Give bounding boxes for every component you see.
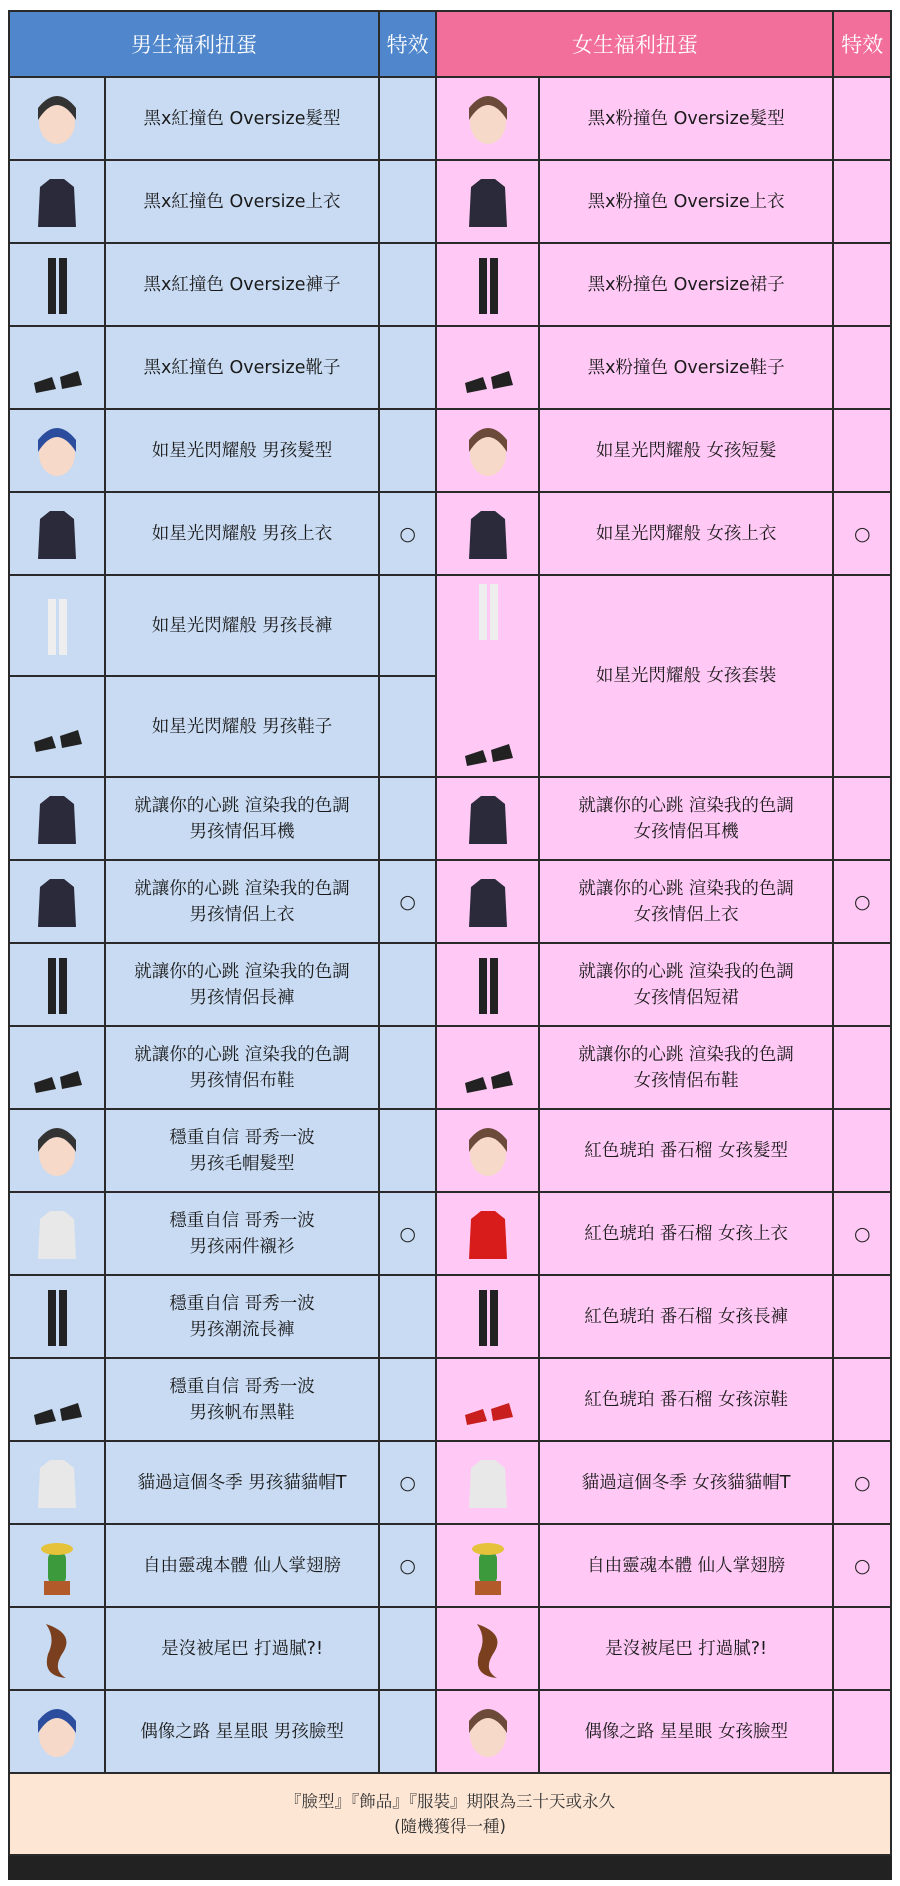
- male-effect-cell: [379, 575, 436, 676]
- black-long-hair-icon: [457, 1116, 519, 1186]
- male-item-image: [9, 1690, 105, 1773]
- male-item-image: [9, 1358, 105, 1441]
- male-item-image: [9, 777, 105, 860]
- male-item-name: [105, 1690, 379, 1773]
- female-item-line-1: 如星光閃耀般 女孩上衣: [595, 523, 777, 544]
- table-row: [9, 575, 891, 676]
- male-effect-cell: [379, 326, 436, 409]
- female-item-line-1: 就讓你的心跳 渲染我的色調: [578, 1044, 794, 1065]
- table-row: [9, 860, 891, 943]
- female-item-line-1: 黑x粉撞色 Oversize鞋子: [587, 357, 785, 378]
- female-item-image: [436, 777, 538, 860]
- table-row: [9, 326, 891, 409]
- female-item-name: [539, 243, 834, 326]
- female-effect-cell: [833, 777, 891, 860]
- table-row: [9, 777, 891, 860]
- female-item-name: [539, 492, 834, 575]
- table-row: [9, 1524, 891, 1607]
- female-effect-cell: [833, 1607, 891, 1690]
- female-item-image: [436, 160, 538, 243]
- male-item-image: [9, 1192, 105, 1275]
- male-effect-cell: [379, 1358, 436, 1441]
- white-skirt-icon: [457, 576, 519, 646]
- male-effect-cell: [379, 1607, 436, 1690]
- male-item-line-2: 男孩潮流長褲: [189, 1319, 295, 1340]
- female-item-image: [436, 77, 538, 160]
- female-item-line-2: 女孩情侶布鞋: [633, 1070, 739, 1091]
- female-item-name: [539, 409, 834, 492]
- male-item-name: [105, 1109, 379, 1192]
- short-skirt-icon: [457, 950, 519, 1020]
- male-item-line-1: 穩重自信 哥秀一波: [169, 1127, 315, 1148]
- male-item-line-1: 黑x紅撞色 Oversize髮型: [143, 108, 341, 129]
- female-effect-cell: ○: [833, 1192, 891, 1275]
- table-row: [9, 409, 891, 492]
- female-item-line-1: 紅色琥珀 番石榴 女孩上衣: [584, 1223, 788, 1244]
- male-effect-cell: ○: [379, 492, 436, 575]
- female-item-name: [539, 77, 834, 160]
- male-item-name: [105, 1275, 379, 1358]
- female-effect-cell: [833, 575, 891, 777]
- male-item-name: [105, 77, 379, 160]
- short-hair-icon: [457, 416, 519, 486]
- male-item-image: [9, 575, 105, 676]
- male-item-line-2: 男孩情侶上衣: [189, 904, 295, 925]
- male-item-line-1: 如星光閃耀般 男孩上衣: [151, 523, 333, 544]
- boots-icon: [457, 706, 519, 776]
- male-item-name: [105, 676, 379, 777]
- male-item-line-1: 黑x紅撞色 Oversize靴子: [143, 357, 341, 378]
- blue-hair-icon: [26, 416, 88, 486]
- table-row: [9, 160, 891, 243]
- female-item-image: [436, 1441, 538, 1524]
- female-effect-cell: [833, 1690, 891, 1773]
- table-row: [9, 1109, 891, 1192]
- female-effect-cell: [833, 160, 891, 243]
- male-item-line-1: 就讓你的心跳 渲染我的色調: [134, 878, 350, 899]
- female-item-line-1: 黑x粉撞色 Oversize髮型: [587, 108, 785, 129]
- shoes-icon: [457, 333, 519, 403]
- female-item-name: [539, 1109, 834, 1192]
- table-row: [9, 1607, 891, 1690]
- female-item-line-1: 就讓你的心跳 渲染我的色調: [578, 878, 794, 899]
- male-item-name: [105, 243, 379, 326]
- female-effect-cell: [833, 943, 891, 1026]
- female-item-name: [539, 1441, 834, 1524]
- female-item-name: [539, 160, 834, 243]
- face-blue-eyes-icon: [26, 1697, 88, 1767]
- female-effect-cell: [833, 1358, 891, 1441]
- white-pants-icon: [26, 591, 88, 661]
- sweater-icon: [26, 499, 88, 569]
- female-item-name: [539, 1358, 834, 1441]
- female-item-image: [436, 943, 538, 1026]
- male-effect-cell: [379, 676, 436, 777]
- female-item-image: [436, 1192, 538, 1275]
- tail-icon: [26, 1614, 88, 1684]
- male-item-name: [105, 492, 379, 575]
- female-item-name: [539, 326, 834, 409]
- table-row: [9, 1358, 891, 1441]
- male-effect-cell: ○: [379, 860, 436, 943]
- male-item-line-1: 穩重自信 哥秀一波: [169, 1210, 315, 1231]
- female-item-line-1: 紅色琥珀 番石榴 女孩長褲: [584, 1306, 788, 1327]
- female-item-image: [436, 1275, 538, 1358]
- male-item-name: [105, 575, 379, 676]
- female-item-name: [539, 1192, 834, 1275]
- female-item-line-1: 如星光閃耀般 女孩短髮: [595, 440, 777, 461]
- shoes-icon: [26, 333, 88, 403]
- female-effect-cell: [833, 1026, 891, 1109]
- male-item-line-2: 男孩情侶耳機: [189, 821, 295, 842]
- table-row: [9, 77, 891, 160]
- male-item-line-1: 如星光閃耀般 男孩髮型: [151, 440, 333, 461]
- table-row: [9, 1441, 891, 1524]
- male-item-image: [9, 1524, 105, 1607]
- male-item-line-2: 男孩帆布黑鞋: [189, 1402, 295, 1423]
- male-effect-cell: ○: [379, 1441, 436, 1524]
- table-row: [9, 243, 891, 326]
- male-item-line-1: 穩重自信 哥秀一波: [169, 1293, 315, 1314]
- male-item-name: [105, 160, 379, 243]
- female-item-name: [539, 1690, 834, 1773]
- male-item-name: [105, 1026, 379, 1109]
- pants-icon: [26, 950, 88, 1020]
- male-item-image: [9, 77, 105, 160]
- cactus-wings-icon: [26, 1531, 88, 1601]
- male-item-image: [9, 243, 105, 326]
- table-row: [9, 1192, 891, 1275]
- male-effect-cell: [379, 409, 436, 492]
- female-item-line-1: 黑x粉撞色 Oversize裙子: [587, 274, 785, 295]
- male-item-image: [9, 943, 105, 1026]
- headphones-icon: [26, 784, 88, 854]
- male-item-image: [9, 160, 105, 243]
- table-row: [9, 1275, 891, 1358]
- male-item-image: [9, 409, 105, 492]
- male-effect-cell: [379, 77, 436, 160]
- female-effect-cell: ○: [833, 860, 891, 943]
- male-item-line-1: 就讓你的心跳 渲染我的色調: [134, 1044, 350, 1065]
- canvas-shoes-icon: [26, 1365, 88, 1435]
- female-item-line-2: 女孩情侶耳機: [633, 821, 739, 842]
- male-effect-cell: [379, 1109, 436, 1192]
- female-effect-cell: [833, 77, 891, 160]
- male-item-line-1: 自由靈魂本體 仙人掌翅膀: [143, 1555, 342, 1576]
- braid-headphones-icon: [457, 784, 519, 854]
- female-effect-cell: ○: [833, 1524, 891, 1607]
- male-item-line-2: 男孩兩件襯衫: [189, 1236, 295, 1257]
- female-item-image: [436, 1524, 538, 1607]
- leggings-icon: [457, 1282, 519, 1352]
- female-item-image: [436, 326, 538, 409]
- male-item-image: [9, 1109, 105, 1192]
- platform-shoes-icon: [457, 1033, 519, 1103]
- cat-hoodie-icon: [26, 1448, 88, 1518]
- male-effect-header: 特效: [379, 11, 436, 77]
- top-icon: [457, 167, 519, 237]
- male-item-image: [9, 1607, 105, 1690]
- red-top-icon: [457, 1199, 519, 1269]
- table-row: [9, 943, 891, 1026]
- male-item-name: [105, 1524, 379, 1607]
- male-item-name: [105, 943, 379, 1026]
- female-item-image: [436, 1026, 538, 1109]
- skirt-icon: [457, 250, 519, 320]
- male-effect-cell: [379, 1690, 436, 1773]
- male-item-line-2: 男孩情侶長褲: [189, 987, 295, 1008]
- cactus-wings-icon: [457, 1531, 519, 1601]
- pants-icon: [26, 250, 88, 320]
- female-effect-cell: ○: [833, 1441, 891, 1524]
- female-item-line-2: 女孩情侶上衣: [633, 904, 739, 925]
- male-effect-cell: [379, 243, 436, 326]
- header-row: [9, 11, 891, 77]
- male-item-name: [105, 409, 379, 492]
- male-item-line-1: 是沒被尾巴 打過膩?!: [161, 1638, 323, 1659]
- zigzag-jacket-icon: [26, 867, 88, 937]
- male-item-line-1: 穩重自信 哥秀一波: [169, 1376, 315, 1397]
- female-item-name: [539, 1524, 834, 1607]
- male-item-line-1: 就讓你的心跳 渲染我的色調: [134, 795, 350, 816]
- cat-hoodie-icon: [457, 1448, 519, 1518]
- female-item-line-1: 自由靈魂本體 仙人掌翅膀: [587, 1555, 786, 1576]
- female-item-image: [436, 575, 538, 777]
- female-set-images: [437, 576, 537, 776]
- female-item-line-1: 貓過這個冬季 女孩貓貓帽T: [581, 1472, 791, 1493]
- footer-note: [9, 1773, 891, 1855]
- female-item-line-1: 紅色琥珀 番石榴 女孩涼鞋: [584, 1389, 788, 1410]
- male-item-image: [9, 1441, 105, 1524]
- male-item-image: [9, 326, 105, 409]
- male-item-line-1: 貓過這個冬季 男孩貓貓帽T: [137, 1472, 347, 1493]
- footer-line-2: (隨機獲得一種): [394, 1817, 506, 1836]
- female-item-name: [539, 777, 834, 860]
- long-hair-icon: [457, 84, 519, 154]
- female-item-name: [539, 860, 834, 943]
- female-item-line-1: 就讓你的心跳 渲染我的色調: [578, 961, 794, 982]
- male-effect-cell: [379, 1275, 436, 1358]
- male-item-image: [9, 1275, 105, 1358]
- male-item-line-1: 如星光閃耀般 男孩鞋子: [151, 716, 333, 737]
- male-item-line-1: 黑x紅撞色 Oversize褲子: [143, 274, 341, 295]
- female-item-image: [436, 243, 538, 326]
- red-sandals-icon: [457, 1365, 519, 1435]
- female-item-image: [436, 1358, 538, 1441]
- male-effect-cell: ○: [379, 1192, 436, 1275]
- female-item-line-1: 如星光閃耀般 女孩套裝: [595, 666, 777, 686]
- male-item-name: [105, 1607, 379, 1690]
- female-item-line-1: 是沒被尾巴 打過膩?!: [605, 1638, 768, 1659]
- footer-row: [9, 1773, 891, 1855]
- female-item-name: [539, 943, 834, 1026]
- female-item-line-1: 紅色琥珀 番石榴 女孩髮型: [584, 1140, 788, 1161]
- hair-icon: [26, 84, 88, 154]
- female-item-image: [436, 860, 538, 943]
- male-item-image: [9, 1026, 105, 1109]
- male-item-name: [105, 860, 379, 943]
- gacha-table-container: [8, 10, 892, 1880]
- female-item-name: [539, 1026, 834, 1109]
- male-item-line-1: 如星光閃耀般 男孩長褲: [151, 615, 333, 636]
- female-effect-cell: [833, 1109, 891, 1192]
- female-item-name: [539, 1607, 834, 1690]
- gacha-table: [8, 10, 892, 1856]
- female-effect-cell: ○: [833, 492, 891, 575]
- female-item-image: [436, 409, 538, 492]
- dress-top-icon: [457, 499, 519, 569]
- female-item-line-2: 女孩情侶短裙: [633, 987, 739, 1008]
- plaid-top-icon: [26, 167, 88, 237]
- jogger-pants-icon: [26, 1282, 88, 1352]
- female-item-image: [436, 1607, 538, 1690]
- female-effect-cell: [833, 1275, 891, 1358]
- male-item-line-1: 偶像之路 星星眼 男孩臉型: [140, 1721, 344, 1742]
- male-header: 男生福利扭蛋: [9, 11, 379, 77]
- female-item-image: [436, 1690, 538, 1773]
- white-shirt-icon: [26, 1199, 88, 1269]
- female-effect-cell: [833, 243, 891, 326]
- female-item-name: [539, 575, 834, 777]
- male-effect-cell: [379, 160, 436, 243]
- male-item-image: [9, 860, 105, 943]
- male-effect-cell: ○: [379, 1524, 436, 1607]
- female-item-image: [436, 1109, 538, 1192]
- zigzag-jacket-icon: [457, 867, 519, 937]
- platform-shoes-icon: [26, 1033, 88, 1103]
- footer-line-1: 『臉型』『飾品』『服裝』期限為三十天或永久: [285, 1792, 615, 1811]
- female-effect-cell: [833, 409, 891, 492]
- male-item-name: [105, 1192, 379, 1275]
- female-item-image: [436, 492, 538, 575]
- male-item-name: [105, 326, 379, 409]
- female-item-line-1: 就讓你的心跳 渲染我的色調: [578, 795, 794, 816]
- male-item-image: [9, 492, 105, 575]
- male-item-line-1: 就讓你的心跳 渲染我的色調: [134, 961, 350, 982]
- male-item-image: [9, 676, 105, 777]
- male-item-line-2: 男孩情侶布鞋: [189, 1070, 295, 1091]
- table-row: [9, 1026, 891, 1109]
- table-row: [9, 1690, 891, 1773]
- female-effect-cell: [833, 326, 891, 409]
- female-item-name: [539, 1275, 834, 1358]
- male-item-line-1: 黑x紅撞色 Oversize上衣: [143, 191, 341, 212]
- tail-icon: [457, 1614, 519, 1684]
- male-effect-cell: [379, 1026, 436, 1109]
- female-header: 女生福利扭蛋: [436, 11, 833, 77]
- sneakers-icon: [26, 692, 88, 762]
- table-row: [9, 492, 891, 575]
- male-item-name: [105, 777, 379, 860]
- male-item-line-2: 男孩毛帽髮型: [189, 1153, 295, 1174]
- female-effect-header: 特效: [833, 11, 891, 77]
- female-item-line-1: 黑x粉撞色 Oversize上衣: [587, 191, 785, 212]
- male-effect-cell: [379, 943, 436, 1026]
- male-item-name: [105, 1358, 379, 1441]
- beanie-hair-icon: [26, 1116, 88, 1186]
- male-effect-cell: [379, 777, 436, 860]
- face-pink-eyes-icon: [457, 1697, 519, 1767]
- male-item-name: [105, 1441, 379, 1524]
- female-item-line-1: 偶像之路 星星眼 女孩臉型: [584, 1721, 788, 1742]
